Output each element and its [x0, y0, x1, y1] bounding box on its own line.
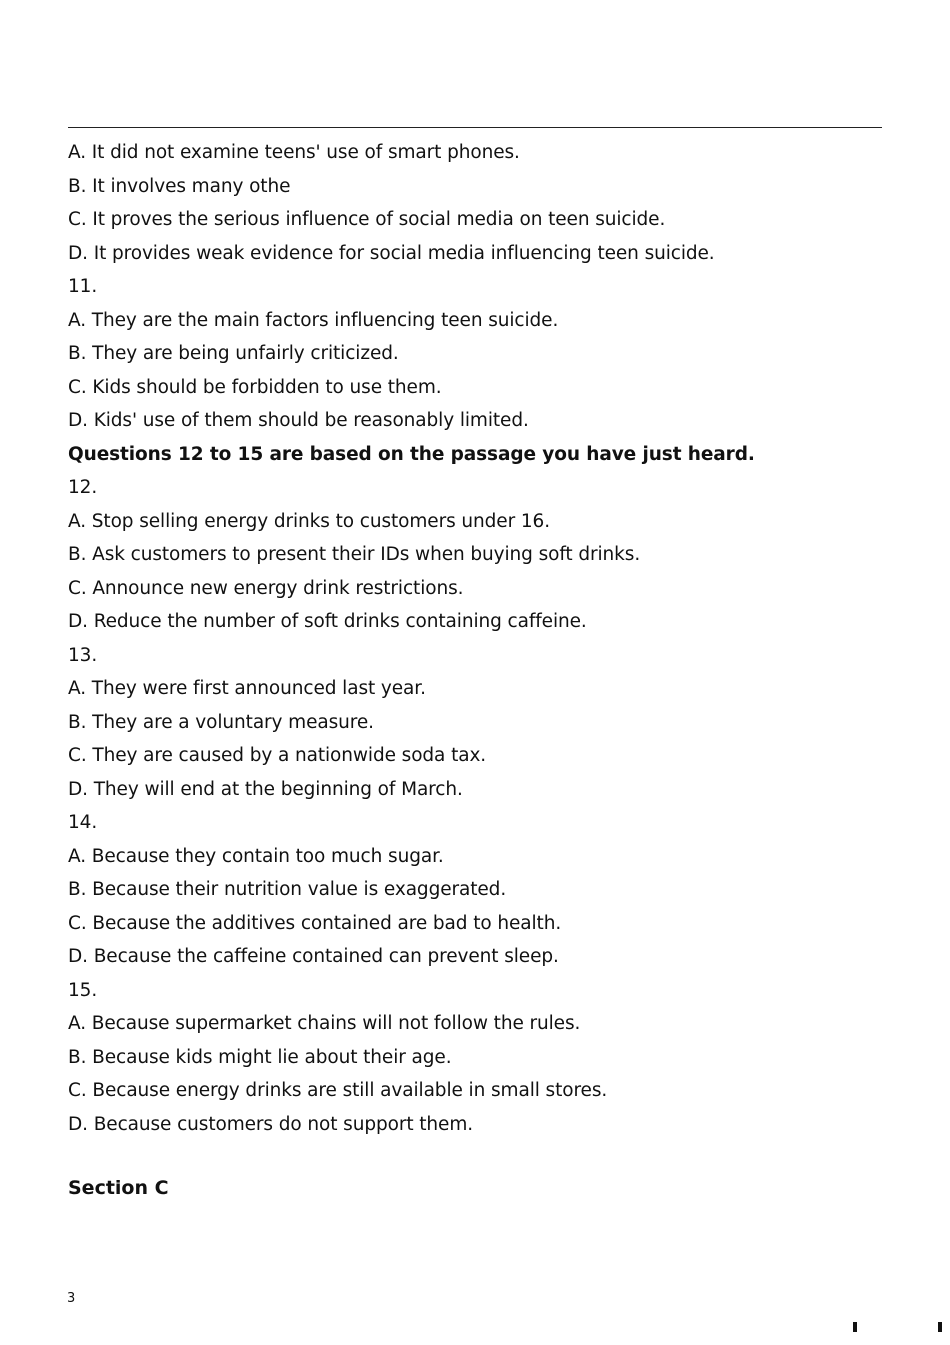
corner-mark-right: [938, 1322, 942, 1332]
question-line: D. Because customers do not support them.: [68, 1113, 474, 1135]
question-line: 14.: [68, 812, 98, 833]
question-line: D. Reduce the number of soft drinks containing caffeine.: [68, 611, 587, 632]
question-line: 12.: [68, 477, 98, 498]
question-line: 15.: [68, 979, 98, 1001]
question-line: C. Because the additives contained are bad to health.: [68, 912, 562, 934]
question-line: C. Announce new energy drink restrictions.: [68, 577, 464, 599]
question-line: A. Stop selling energy drinks to customers under 16.: [68, 510, 550, 532]
question-line: B. They are a voluntary measure.: [68, 711, 374, 733]
section-instruction: Questions 12 to 15 are based on the passage you have just heard.: [68, 443, 755, 465]
question-line: A. Because they contain too much sugar.: [68, 845, 444, 867]
question-line: B. Because kids might lie about their age.: [68, 1046, 452, 1068]
question-line: A. Because supermarket chains will not follow the rules.: [68, 1013, 581, 1034]
question-line: A. They were first announced last year.: [68, 678, 426, 699]
question-line: B. They are being unfairly criticized.: [68, 343, 399, 364]
question-line: A. It did not examine teens' use of smart phones.: [68, 142, 520, 163]
question-line: C. It proves the serious influence of social media on teen suicide.: [68, 209, 666, 230]
question-line: D. It provides weak evidence for social media influencing teen suicide.: [68, 242, 715, 264]
question-line: C. They are caused by a nationwide soda tax.: [68, 745, 487, 766]
section-heading: Section C: [68, 1177, 169, 1199]
question-line: C. Kids should be forbidden to use them.: [68, 376, 442, 398]
question-list: [68, 136, 888, 1141]
question-line: C. Because energy drinks are still available in small stores.: [68, 1080, 608, 1101]
question-line: A. They are the main factors influencing teen suicide.: [68, 309, 559, 331]
header-rule: [68, 127, 882, 128]
question-line: B. It involves many othe: [68, 175, 291, 197]
question-line: D. Kids' use of them should be reasonably limited.: [68, 410, 529, 431]
corner-mark-left: [853, 1322, 857, 1332]
question-line: 13.: [68, 644, 98, 666]
question-line: D. They will end at the beginning of March.: [68, 778, 463, 800]
question-line: 11.: [68, 276, 98, 297]
question-line: B. Ask customers to present their IDs when buying soft drinks.: [68, 544, 641, 565]
question-line: D. Because the caffeine contained can prevent sleep.: [68, 946, 559, 967]
page-number: 3: [67, 1291, 76, 1306]
question-line: B. Because their nutrition value is exaggerated.: [68, 879, 507, 900]
